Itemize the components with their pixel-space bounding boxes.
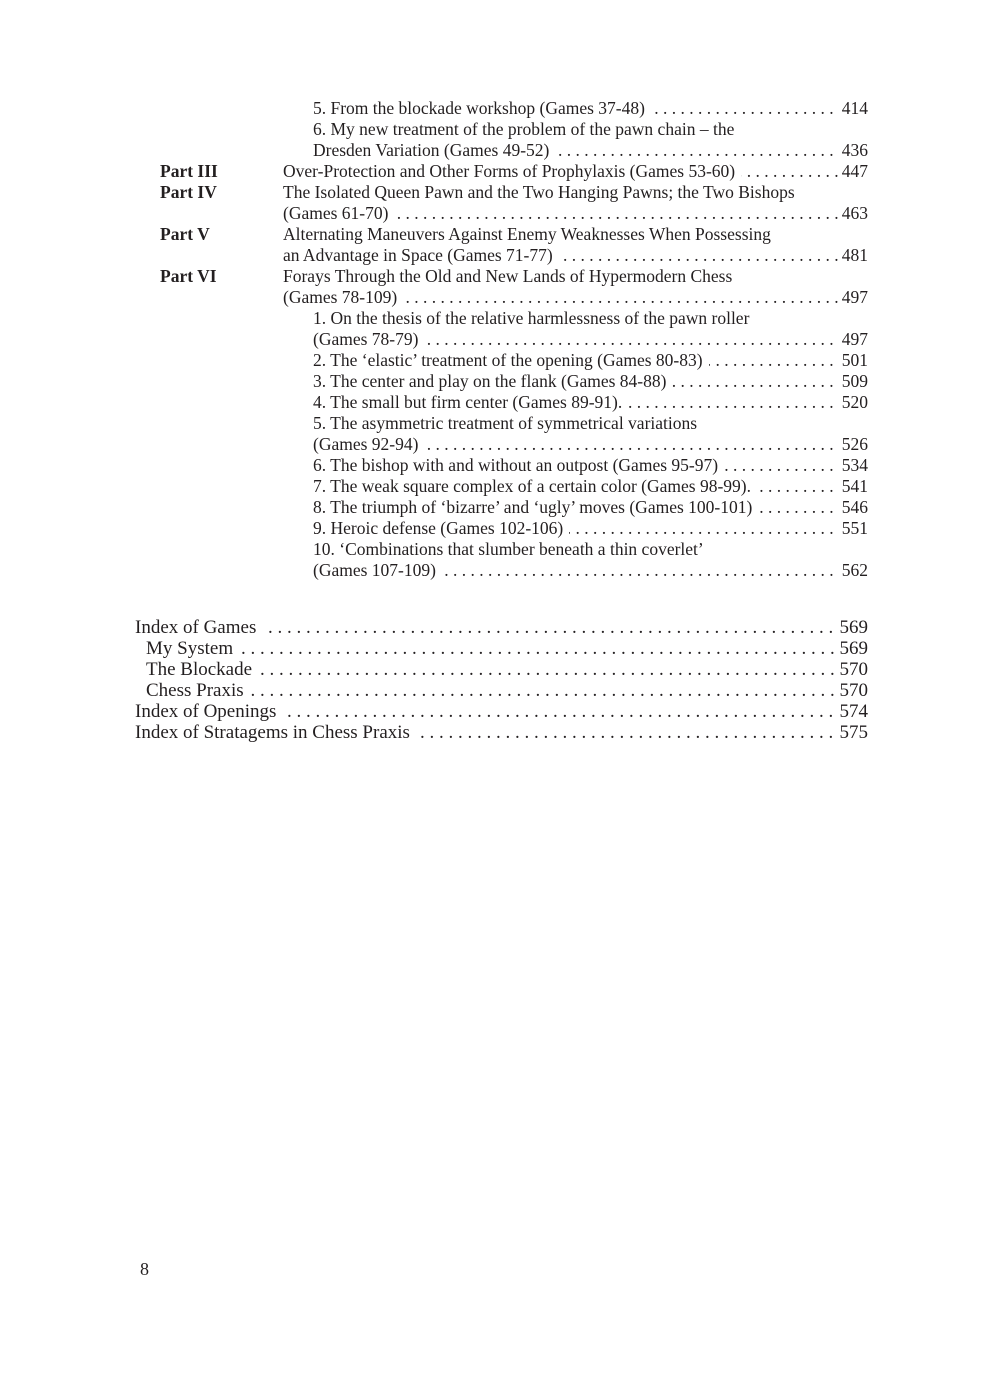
toc-entry — [283, 182, 873, 203]
toc-entry-page: 551 — [838, 518, 868, 539]
toc-entry-page: 526 — [838, 434, 868, 455]
index-entry-title: My System — [146, 638, 239, 659]
index-entry — [146, 638, 868, 659]
toc-entry — [283, 287, 868, 308]
toc-entry — [313, 119, 868, 140]
index-entry-page: 575 — [836, 722, 869, 743]
toc-entry-page: 520 — [838, 392, 868, 413]
toc-entry — [283, 203, 868, 224]
toc-entry-title: an Advantage in Space (Games 71-77) — [283, 245, 559, 265]
toc-entry-title: Dresden Variation (Games 49-52) — [313, 140, 555, 160]
toc-part-label — [160, 182, 280, 203]
toc-entry — [313, 329, 868, 350]
toc-entry-title: (Games 107-109) — [313, 560, 442, 580]
toc-entry-title: Forays Through the Old and New Lands of Hypermodern Chess — [283, 266, 733, 286]
toc-entry-title: 5. The asymmetric treatment of symmetrical variations — [313, 413, 698, 433]
index-entry-page: 569 — [836, 617, 869, 638]
toc-entry — [283, 224, 868, 245]
toc-entry — [313, 350, 868, 371]
toc-entry-page: 546 — [838, 497, 868, 518]
toc-entry — [283, 161, 868, 182]
toc-entry-page: 497 — [838, 329, 868, 350]
toc-entry-title: (Games 78-109) — [283, 287, 403, 307]
toc-part-label — [160, 161, 280, 182]
toc-entry-page: 463 — [838, 203, 868, 224]
toc-entry — [313, 539, 868, 560]
toc-entry-page: 562 — [838, 560, 868, 581]
toc-entry — [283, 245, 868, 266]
toc-part-label — [160, 224, 280, 245]
toc-entry-title: 5. From the blockade workshop (Games 37-48) — [313, 98, 651, 118]
toc-entry-title: (Games 92-94) — [313, 434, 424, 454]
toc-entry-page: 501 — [838, 350, 868, 371]
index-entry-page: 569 — [836, 638, 869, 659]
index-entry-title: The Blockade — [146, 659, 258, 680]
toc-entry-title: 7. The weak square complex of a certain color (Games 98-99). — [313, 476, 757, 496]
toc-entry-title: 9. Heroic defense (Games 102-106) — [313, 518, 569, 538]
toc-entry — [313, 518, 868, 539]
toc-entry — [313, 140, 868, 161]
toc-entry-page: 534 — [838, 455, 868, 476]
toc-entry — [313, 455, 868, 476]
toc-entry-title: 6. My new treatment of the problem of the pawn chain – the — [313, 119, 735, 139]
dot-leader — [146, 680, 868, 701]
toc-entry-title: 4. The small but firm center (Games 89-91). — [313, 392, 628, 412]
toc-entry-title: 3. The center and play on the flank (Games 84-88) — [313, 371, 672, 391]
toc-entry — [313, 98, 868, 119]
toc-entry-title: 10. ‘Combinations that slumber beneath a thin coverlet’ — [313, 539, 704, 559]
index-entry — [135, 701, 868, 722]
index-entry — [135, 722, 868, 743]
toc-entry-page: 481 — [838, 245, 868, 266]
index-entry-title: Index of Games — [135, 617, 262, 638]
index-entry-page: 570 — [836, 659, 869, 680]
toc-entry — [313, 434, 868, 455]
toc-entry-title: 1. On the thesis of the relative harmlessness of the pawn roller — [313, 308, 750, 328]
part-label: Part VI — [160, 266, 217, 286]
toc-entry-title: 6. The bishop with and without an outpost (Games 95-97) — [313, 455, 724, 475]
toc-part-label — [160, 266, 280, 287]
index-entry — [146, 680, 868, 701]
toc-entry — [313, 392, 868, 413]
toc-entry-title: The Isolated Queen Pawn and the Two Hanging Pawns; the Two Bishops — [283, 182, 795, 202]
toc-entry-title: (Games 61-70) — [283, 203, 394, 223]
toc-entry-title: 2. The ‘elastic’ treatment of the opening (Games 80-83) — [313, 350, 709, 370]
index-entry-title: Index of Openings — [135, 701, 282, 722]
index-entry-title: Index of Stratagems in Chess Praxis — [135, 722, 416, 743]
part-label: Part V — [160, 224, 210, 244]
part-label: Part III — [160, 161, 218, 181]
toc-entry-page: 541 — [838, 476, 868, 497]
toc-entry-page: 497 — [838, 287, 868, 308]
toc-entry — [313, 371, 868, 392]
toc-entry-title: Alternating Maneuvers Against Enemy Weaknesses When Possessing — [283, 224, 771, 244]
toc-entry — [313, 560, 868, 581]
toc-entry-page: 509 — [838, 371, 868, 392]
part-label: Part IV — [160, 182, 217, 202]
index-entry-page: 574 — [836, 701, 869, 722]
toc-entry-title: (Games 78-79) — [313, 329, 424, 349]
toc-entry-title: 8. The triumph of ‘bizarre’ and ‘ugly’ moves (Games 100-101) — [313, 497, 758, 517]
page-number: 8 — [140, 1259, 149, 1279]
toc-entry — [283, 266, 868, 287]
toc-entry — [313, 497, 868, 518]
toc-entry-page: 436 — [838, 140, 868, 161]
toc-entry-page: 414 — [838, 98, 868, 119]
index-entry-title: Chess Praxis — [146, 680, 250, 701]
toc-entry — [313, 308, 868, 329]
index-entry — [135, 617, 868, 638]
index-entry-page: 570 — [836, 680, 869, 701]
toc-entry — [313, 476, 868, 497]
dot-leader — [146, 638, 868, 659]
index-entry — [146, 659, 868, 680]
toc-entry — [313, 413, 868, 434]
toc-entry-page: 447 — [838, 161, 868, 182]
toc-entry-title: Over-Protection and Other Forms of Prophylaxis (Games 53-60) — [283, 161, 741, 181]
